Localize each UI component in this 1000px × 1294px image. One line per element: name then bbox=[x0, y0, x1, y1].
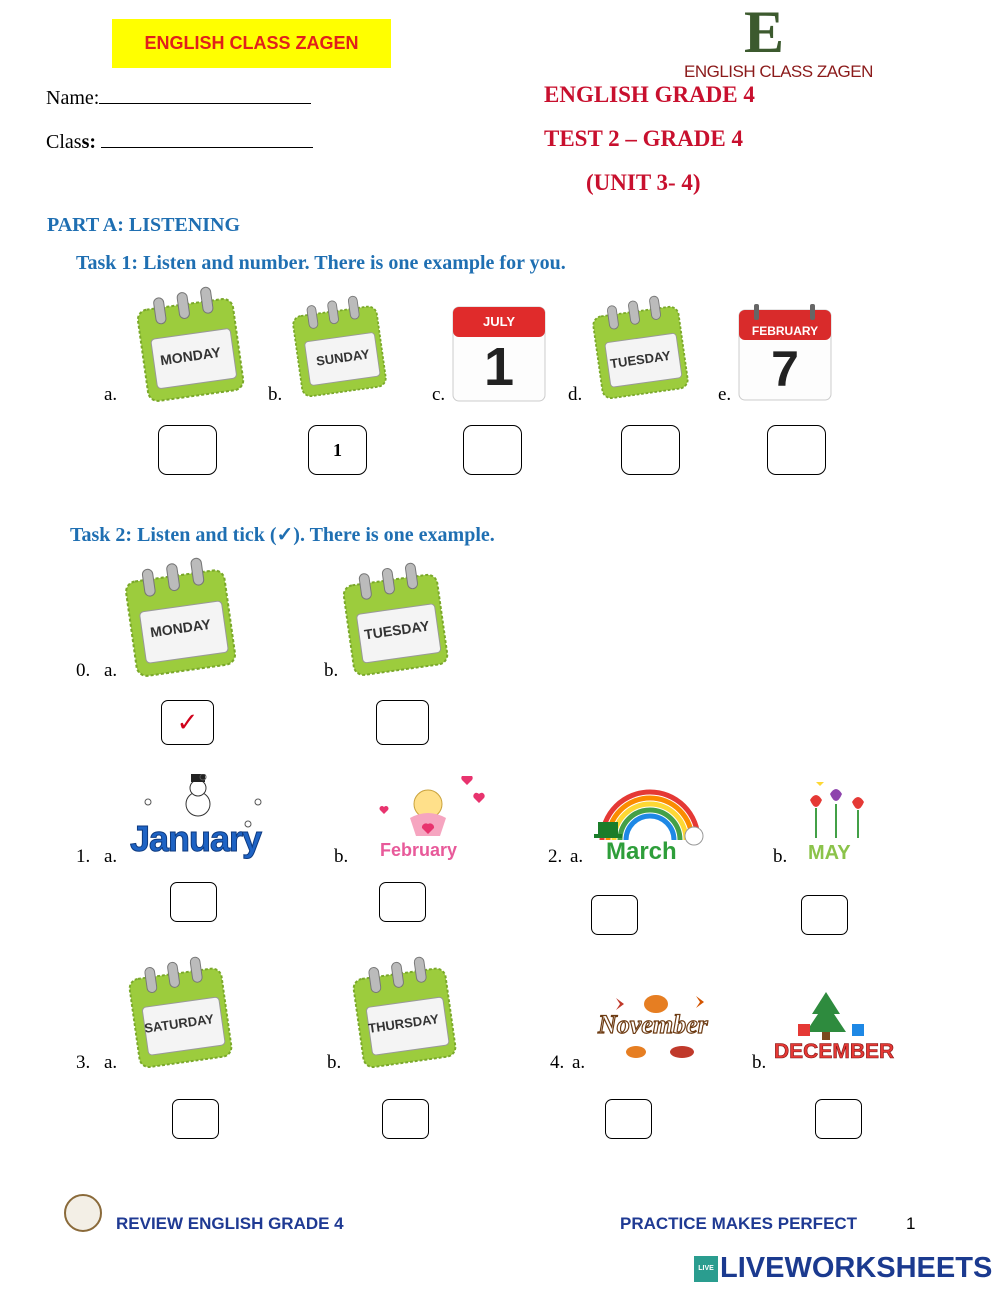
task1-label-c: c. bbox=[432, 384, 446, 405]
footer-left-text: REVIEW ENGLISH GRADE 4 bbox=[116, 1214, 344, 1233]
q3-tick-box-a[interactable] bbox=[172, 1099, 219, 1139]
example-number: 0. bbox=[76, 660, 91, 681]
calendar-february-day: 7 bbox=[771, 341, 799, 397]
q2-tick-box-b[interactable] bbox=[801, 895, 848, 935]
q2-number: 2. bbox=[548, 846, 563, 867]
q1-february-picture bbox=[370, 776, 490, 864]
q1-february-word: February bbox=[380, 840, 458, 860]
footer-right-text: PRACTICE MAKES PERFECT bbox=[620, 1214, 858, 1233]
example-tuesday-picture bbox=[338, 562, 452, 678]
calendar-july-day: 1 bbox=[483, 337, 515, 397]
q2-may-word: MAY bbox=[808, 842, 851, 864]
liveworksheets-brand[interactable] bbox=[694, 1252, 992, 1285]
logo-letter: E bbox=[744, 0, 785, 65]
q4-tick-box-a[interactable] bbox=[605, 1099, 652, 1139]
q1-january-word: January bbox=[130, 818, 262, 859]
task1-label-b: b. bbox=[268, 384, 283, 405]
calendar-sunday-label: SUNDAY bbox=[315, 346, 371, 369]
example-tick-box-b[interactable] bbox=[376, 700, 429, 745]
task1-answer-box-c[interactable] bbox=[463, 425, 522, 475]
task1-instruction: Task 1: Listen and number. There is one example for you. bbox=[76, 252, 566, 274]
q4-november-word: November bbox=[598, 1010, 708, 1039]
q1-label-a: a. bbox=[104, 846, 118, 867]
calendar-july-month: JULY bbox=[482, 314, 516, 329]
class-banner: ENGLISH CLASS ZAGEN bbox=[112, 19, 391, 68]
calendar-monday-picture bbox=[132, 286, 248, 404]
task1-label-e: e. bbox=[718, 384, 732, 405]
q2-tick-box-a[interactable] bbox=[591, 895, 638, 935]
footer-logo-icon bbox=[64, 1194, 102, 1232]
q3-thursday-picture bbox=[346, 956, 462, 1070]
calendar-monday-label: MONDAY bbox=[159, 343, 222, 369]
class-label: Class: bbox=[46, 131, 97, 153]
q2-march-picture bbox=[594, 782, 706, 866]
q3-saturday-picture bbox=[122, 956, 238, 1070]
q1-number: 1. bbox=[76, 846, 91, 867]
q4-tick-box-b[interactable] bbox=[815, 1099, 862, 1139]
example-tick-mark: ✓ bbox=[176, 707, 199, 737]
q2-march-word: March bbox=[606, 838, 677, 865]
title-grade: ENGLISH GRADE 4 bbox=[544, 82, 755, 107]
calendar-july-picture bbox=[452, 306, 546, 402]
example-monday-picture bbox=[120, 556, 240, 680]
class-input-line[interactable] bbox=[101, 130, 313, 148]
q1-label-b: b. bbox=[334, 846, 349, 867]
q4-label-a: a. bbox=[572, 1052, 586, 1073]
q2-may-picture bbox=[804, 778, 872, 866]
q3-number: 3. bbox=[76, 1052, 91, 1073]
q4-november-picture bbox=[586, 990, 724, 1060]
page-number: 1 bbox=[906, 1214, 916, 1233]
task1-answer-box-e[interactable] bbox=[767, 425, 826, 475]
q1-january-picture bbox=[128, 774, 266, 868]
q4-label-b: b. bbox=[752, 1052, 767, 1073]
calendar-tuesday-label: TUESDAY bbox=[609, 347, 672, 372]
name-label: Name: bbox=[46, 87, 100, 109]
logo bbox=[684, 0, 873, 84]
q3-label-a: a. bbox=[104, 1052, 118, 1073]
q2-label-a: a. bbox=[570, 846, 584, 867]
example-tick-box-a[interactable] bbox=[161, 700, 214, 745]
example-monday-label: MONDAY bbox=[149, 615, 212, 641]
task1-label-d: d. bbox=[568, 384, 583, 405]
task1-answer-box-b[interactable]: 1 bbox=[308, 425, 367, 475]
logo-text: ENGLISH CLASS ZAGEN bbox=[684, 62, 873, 81]
q1-tick-box-b[interactable] bbox=[379, 882, 426, 922]
q3-label-b: b. bbox=[327, 1052, 342, 1073]
q3-thursday-label: THURSDAY bbox=[367, 1011, 440, 1036]
task1-answer-box-a[interactable] bbox=[158, 425, 217, 475]
class-field bbox=[46, 130, 313, 154]
name-input-line[interactable] bbox=[99, 86, 311, 104]
q4-number: 4. bbox=[550, 1052, 565, 1073]
q4-december-word: DECEMBER bbox=[774, 1040, 895, 1063]
example-tuesday-label: TUESDAY bbox=[363, 617, 431, 643]
q3-tick-box-b[interactable] bbox=[382, 1099, 429, 1139]
q1-tick-box-a[interactable] bbox=[170, 882, 217, 922]
title-test: TEST 2 – GRADE 4 bbox=[544, 126, 743, 151]
title-unit: (UNIT 3- 4) bbox=[586, 170, 701, 195]
task1-answer-box-d[interactable] bbox=[621, 425, 680, 475]
part-a-heading: PART A: LISTENING bbox=[47, 214, 241, 236]
example-label-a: a. bbox=[104, 660, 118, 681]
liveworksheets-wordmark: LIVEWORKSHEETS bbox=[720, 1252, 993, 1284]
calendar-sunday-picture bbox=[288, 292, 390, 402]
task1-label-a: a. bbox=[104, 384, 118, 405]
liveworksheets-badge-icon: LIVE bbox=[694, 1256, 718, 1282]
name-field bbox=[46, 86, 311, 110]
task2-instruction: Task 2: Listen and tick (✓). There is one example. bbox=[70, 524, 495, 546]
q2-label-b: b. bbox=[773, 846, 788, 867]
q4-december-picture bbox=[772, 988, 894, 1068]
example-label-b: b. bbox=[324, 660, 339, 681]
calendar-tuesday-picture bbox=[588, 292, 692, 404]
calendar-february-month: FEBRUARY bbox=[751, 324, 819, 338]
q3-saturday-label: SATURDAY bbox=[143, 1011, 215, 1036]
calendar-february-picture bbox=[738, 304, 832, 402]
